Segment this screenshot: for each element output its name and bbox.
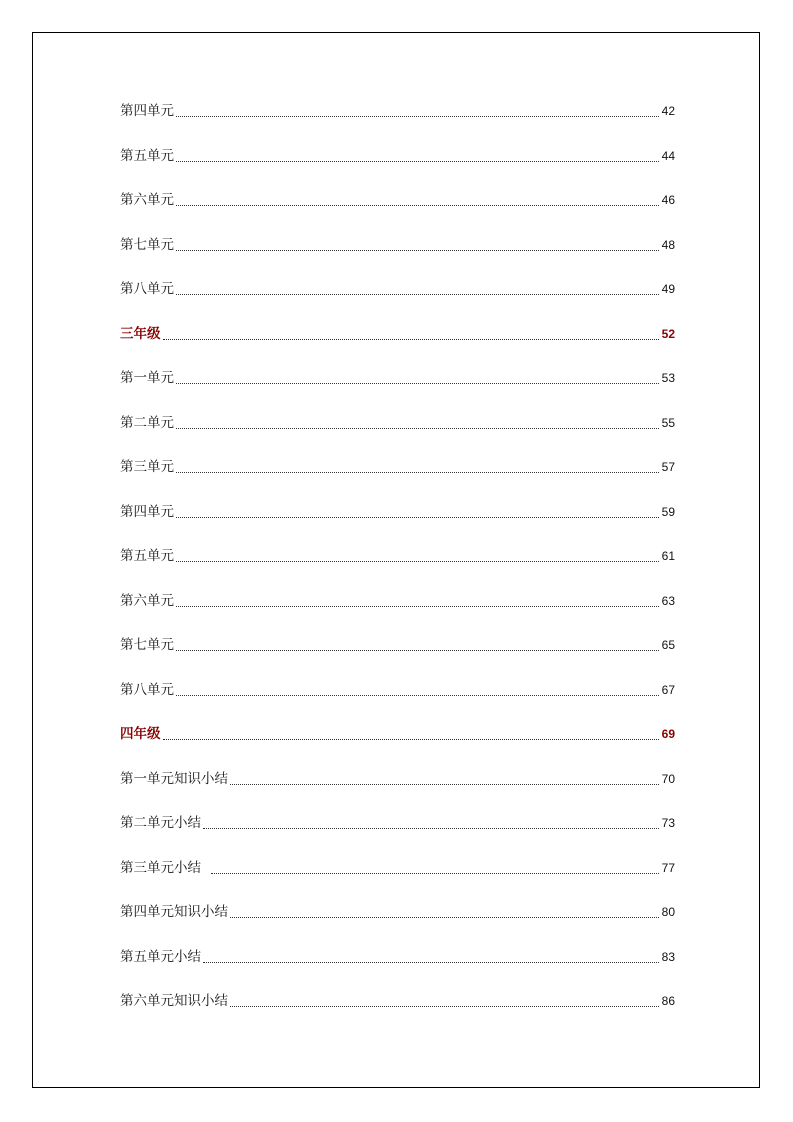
toc-entry-label: 第五单元小结: [120, 943, 202, 971]
toc-entry-page: 86: [661, 994, 675, 1008]
toc-entry-label: 第六单元: [120, 587, 175, 615]
toc-entry-unit-4[interactable]: [120, 498, 675, 543]
dot-leader: [203, 943, 659, 963]
toc-entry-page: 59: [661, 504, 675, 519]
dot-leader: [176, 97, 659, 117]
toc-entry-label: 第三单元小结: [120, 854, 202, 882]
toc-entry-unit-5[interactable]: [120, 142, 675, 187]
toc-entry-page: 83: [661, 949, 675, 964]
toc-entry-page: 65: [661, 638, 675, 652]
dot-leader: [176, 409, 659, 429]
dot-leader: [176, 142, 659, 162]
toc-entry-label: 第二单元小结: [120, 809, 202, 837]
toc-entry-label: 第八单元: [120, 275, 175, 303]
toc-entry-label: 第七单元: [120, 631, 175, 659]
toc-entry-grade-4[interactable]: [120, 720, 675, 765]
toc-entry-unit-6-summary[interactable]: [120, 987, 675, 1032]
toc-entry-unit-8[interactable]: [120, 275, 675, 320]
toc-entry-unit-6[interactable]: [120, 587, 675, 632]
toc-entry-label: 第一单元: [120, 364, 175, 392]
dot-leader: [163, 720, 659, 740]
toc-entry-page: 48: [661, 237, 675, 252]
toc-entry-page: 53: [661, 371, 675, 385]
toc-entry-unit-7[interactable]: [120, 231, 675, 276]
toc-entry-unit-8[interactable]: [120, 676, 675, 721]
dot-leader: [176, 231, 659, 251]
toc-entry-page: 69: [661, 727, 675, 741]
toc-entry-unit-6[interactable]: [120, 186, 675, 231]
toc-entry-page: 80: [661, 905, 675, 919]
dot-leader: [163, 320, 659, 340]
dot-leader: [211, 854, 659, 874]
toc-entry-page: 73: [661, 816, 675, 830]
toc-entry-unit-7[interactable]: [120, 631, 675, 676]
toc-grade-heading: 四年级: [120, 720, 162, 748]
toc-entry-unit-5[interactable]: [120, 542, 675, 587]
toc-entry-label: 第四单元知识小结: [120, 898, 229, 926]
toc-entry-label: 第五单元: [120, 142, 175, 170]
toc-entry-page: 55: [661, 415, 675, 430]
toc-entry-unit-4-summary[interactable]: [120, 898, 675, 943]
dot-leader: [176, 587, 659, 607]
toc-entry-unit-3[interactable]: [120, 453, 675, 498]
dot-leader: [176, 676, 659, 696]
toc-entry-page: 63: [661, 593, 675, 608]
toc-entry-label: 第三单元: [120, 453, 175, 481]
toc-entry-grade-3[interactable]: [120, 320, 675, 365]
dot-leader: [176, 275, 659, 295]
toc-entry-page: 57: [661, 460, 675, 474]
dot-leader: [176, 631, 659, 651]
toc-entry-label: 第四单元: [120, 97, 175, 125]
toc-entry-unit-1[interactable]: [120, 364, 675, 409]
toc-entry-page: 70: [661, 771, 675, 786]
table-of-contents: [120, 97, 675, 1032]
dot-leader: [176, 453, 659, 473]
toc-entry-unit-5-summary[interactable]: [120, 943, 675, 988]
toc-entry-label: 第六单元: [120, 186, 175, 214]
toc-entry-unit-3-summary[interactable]: [120, 854, 675, 899]
dot-leader: [176, 364, 659, 384]
toc-entry-page: 44: [661, 148, 675, 163]
toc-entry-label: 第一单元知识小结: [120, 765, 229, 793]
toc-entry-page: 46: [661, 193, 675, 207]
dot-leader: [230, 898, 659, 918]
toc-entry-unit-4[interactable]: [120, 97, 675, 142]
toc-entry-label: 第五单元: [120, 542, 175, 570]
toc-entry-label: 第四单元: [120, 498, 175, 526]
toc-entry-page: 77: [661, 860, 675, 875]
dot-leader: [203, 809, 659, 829]
toc-entry-label: 第七单元: [120, 231, 175, 259]
toc-entry-label: 第六单元知识小结: [120, 987, 229, 1015]
toc-entry-page: 49: [661, 282, 675, 296]
toc-entry-page: 61: [661, 549, 675, 563]
toc-entry-label: 第二单元: [120, 409, 175, 437]
toc-entry-page: 67: [661, 682, 675, 697]
toc-grade-heading: 三年级: [120, 320, 162, 348]
dot-leader: [176, 186, 659, 206]
toc-entry-unit-2-summary[interactable]: [120, 809, 675, 854]
dot-leader: [230, 987, 659, 1007]
dot-leader: [176, 542, 659, 562]
toc-entry-unit-1-summary[interactable]: [120, 765, 675, 810]
toc-entry-page: 52: [661, 326, 675, 341]
toc-entry-page: 42: [661, 104, 675, 118]
toc-entry-unit-2[interactable]: [120, 409, 675, 454]
toc-entry-label: 第八单元: [120, 676, 175, 704]
dot-leader: [230, 765, 659, 785]
dot-leader: [176, 498, 659, 518]
